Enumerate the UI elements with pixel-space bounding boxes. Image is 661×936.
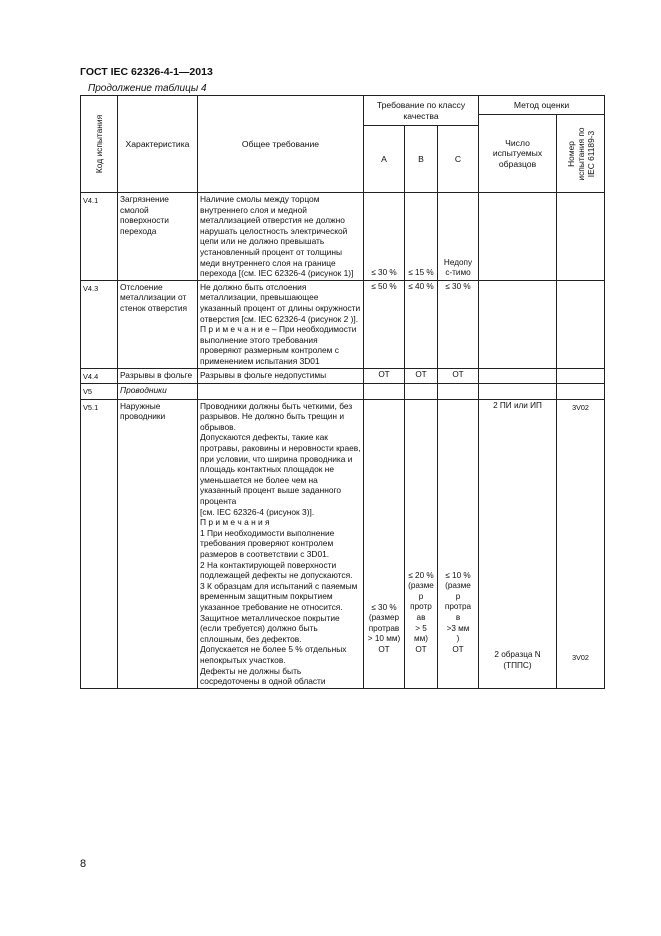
test-number-1: 3V02 <box>572 402 589 412</box>
requirement-paragraph: [см. IEC 62326-4 (рисунок 3)]. <box>200 506 315 517</box>
requirement-paragraph: Проводники должны быть четкими, без разрывов. Не должно быть трещин и обрывов. <box>200 400 353 432</box>
test-number-value <box>557 399 605 688</box>
class-a-line: протрав <box>368 623 400 633</box>
test-number-value <box>557 368 605 384</box>
header-test-number-line3: IEC 61189-3 <box>585 130 596 177</box>
test-code: V4.3 <box>81 280 118 368</box>
class-b-value: ОТ <box>405 368 438 384</box>
class-a-value <box>364 399 405 688</box>
class-b-value <box>405 384 438 400</box>
header-test-number-line1: Номер <box>565 140 576 167</box>
class-b-value: ≤ 15 % <box>405 193 438 281</box>
table-row <box>81 368 605 384</box>
class-c-value <box>438 193 479 281</box>
class-c-value <box>438 384 479 400</box>
class-c-value <box>438 399 479 688</box>
note-text: При необходимости выполнение этого требования проверяют размерным контролем с применением испытания 3D01 <box>200 324 357 366</box>
requirements-table <box>80 95 605 689</box>
class-a-value: ≤ 50 % <box>364 280 405 368</box>
header-test-number <box>557 115 605 193</box>
samples-value <box>479 384 557 400</box>
test-number-value <box>557 384 605 400</box>
header-method: Метод оценки <box>479 96 605 115</box>
requirement: Наличие смолы между торцом внутреннего слоя и медной металлизацией отверстия не должно нарушать целостность электрической цепи или не должно превышать установленный процент от толщины меди внутреннего слоя на границе перехода [(см. IEC 62326-4 (рисунок 1)] <box>198 193 364 281</box>
header-code <box>81 96 118 193</box>
requirement <box>198 399 364 688</box>
class-a-value: ОТ <box>364 368 405 384</box>
class-b-line: протр <box>410 602 432 612</box>
header-samples: Число испытуемых образцов <box>479 115 557 193</box>
class-a-line: (размер <box>368 613 400 623</box>
header-characteristic: Характеристика <box>118 96 198 193</box>
class-a-line: > 10 мм) <box>367 634 401 644</box>
class-c-line: (разме <box>445 581 471 591</box>
class-b-line: р <box>418 591 424 601</box>
class-c-value: ≤ 30 % <box>438 280 479 368</box>
requirement: Разрывы в фольге недопустимы <box>198 368 364 384</box>
table-row <box>81 193 605 281</box>
table-row <box>81 280 605 368</box>
samples-1: 2 ПИ или ИП <box>493 400 542 410</box>
requirement-paragraph: Дефекты не должны быть сосредоточены в одной области <box>200 665 326 687</box>
characteristic: Наружные проводники <box>118 399 198 688</box>
class-b-line: (разме <box>408 581 434 591</box>
samples-value <box>479 368 557 384</box>
table-row <box>81 399 605 688</box>
test-code: V4.4 <box>81 368 118 384</box>
table-continuation-caption: Продолжение таблицы 4 <box>88 83 207 94</box>
class-a-value <box>364 384 405 400</box>
note-item: 1 При необходимости выполнение требования проверяют контролем размеров в соответствии с 3D01. <box>200 527 335 559</box>
table-row <box>81 384 605 400</box>
characteristic: Загрязнение смолой поверхности перехода <box>118 193 198 281</box>
section-title: Проводники <box>118 384 198 400</box>
header-class-b: B <box>405 126 438 193</box>
samples-2-line1: 2 образца N <box>494 650 541 660</box>
samples-value <box>479 280 557 368</box>
samples-2-line2: (ТППС) <box>503 660 532 670</box>
note-label: П р и м е ч а н и е – <box>200 324 277 335</box>
class-b-line: ав <box>416 613 426 623</box>
class-c-line: ОТ <box>452 644 464 654</box>
class-c-line: ≤ 10 % <box>445 570 471 580</box>
header-class-a: A <box>364 126 405 193</box>
page-number: 8 <box>80 858 87 870</box>
class-c-line: ) <box>456 634 460 644</box>
class-c-line: р <box>455 591 461 601</box>
test-code: V4.1 <box>81 193 118 281</box>
notes-label: П р и м е ч а н и я <box>200 517 270 528</box>
header-general-requirement: Общее требование <box>198 96 364 193</box>
class-a-value: ≤ 30 % <box>364 193 405 281</box>
samples-value <box>479 193 557 281</box>
samples-value <box>479 399 557 688</box>
note-item: 2 На контактирующей поверхности подлежащей дефекты не допускаются. <box>200 559 353 581</box>
note-item: 3 К образцам для испытаний с паяемым временным защитным покрытием указанное требование не относится. <box>200 580 358 612</box>
test-number-2: 3V02 <box>572 653 589 663</box>
test-code: V5 <box>81 384 118 400</box>
class-b-line: ОТ <box>415 644 427 654</box>
characteristic: Отслоение металлизации от стенок отверстия <box>118 280 198 368</box>
class-a-line: ≤ 30 % <box>371 602 397 612</box>
header-quality-class: Требование по классу качества <box>364 96 479 126</box>
class-c-line: >3 мм <box>446 623 470 633</box>
class-c-line2: с-тимо <box>445 268 471 278</box>
class-c-line: протра <box>444 602 472 612</box>
class-b-line: ≤ 20 % <box>408 570 434 580</box>
requirement-paragraph: Защитное металлическое покрытие (если требуется) должно быть сплошным, без дефектов. <box>200 612 340 644</box>
class-a-line: ОТ <box>378 645 390 655</box>
class-c-line: в <box>455 613 461 623</box>
class-b-value: ≤ 40 % <box>405 280 438 368</box>
class-c-value: ОТ <box>438 368 479 384</box>
header-class-c: C <box>438 126 479 193</box>
characteristic: Разрывы в фольге <box>118 368 198 384</box>
class-b-value <box>405 399 438 688</box>
header-test-number-line2: испытания по <box>575 126 586 181</box>
header-code-text: Код испытания <box>94 114 104 174</box>
class-c-line1: Недопу <box>443 257 473 267</box>
header-row-1 <box>81 96 605 115</box>
requirement-paragraph: Допускаются дефекты, такие как протравы, раковины и неровности краев, при условии, что ширина проводника и площадь контактных площадок не уменьшается не более чем на указанный процент выше заданного процента <box>200 432 361 507</box>
requirement-paragraph: Допускается не более 5 % отдельных непокрытых участков. <box>200 644 347 665</box>
requirement <box>198 280 364 368</box>
document-id: ГОСТ IEC 62326-4-1—2013 <box>80 66 213 78</box>
requirement-text: Не должно быть отслоения металлизации, превышающее указанный процент от длины окружности отверстия [см. IEC 62326-4 (рисунок 2 )]. <box>200 281 361 324</box>
requirement <box>198 384 364 400</box>
test-number-value <box>557 193 605 281</box>
class-b-line: > 5 <box>415 623 427 633</box>
class-b-line: мм) <box>414 634 428 644</box>
test-code: V5.1 <box>81 399 118 688</box>
test-number-value <box>557 280 605 368</box>
